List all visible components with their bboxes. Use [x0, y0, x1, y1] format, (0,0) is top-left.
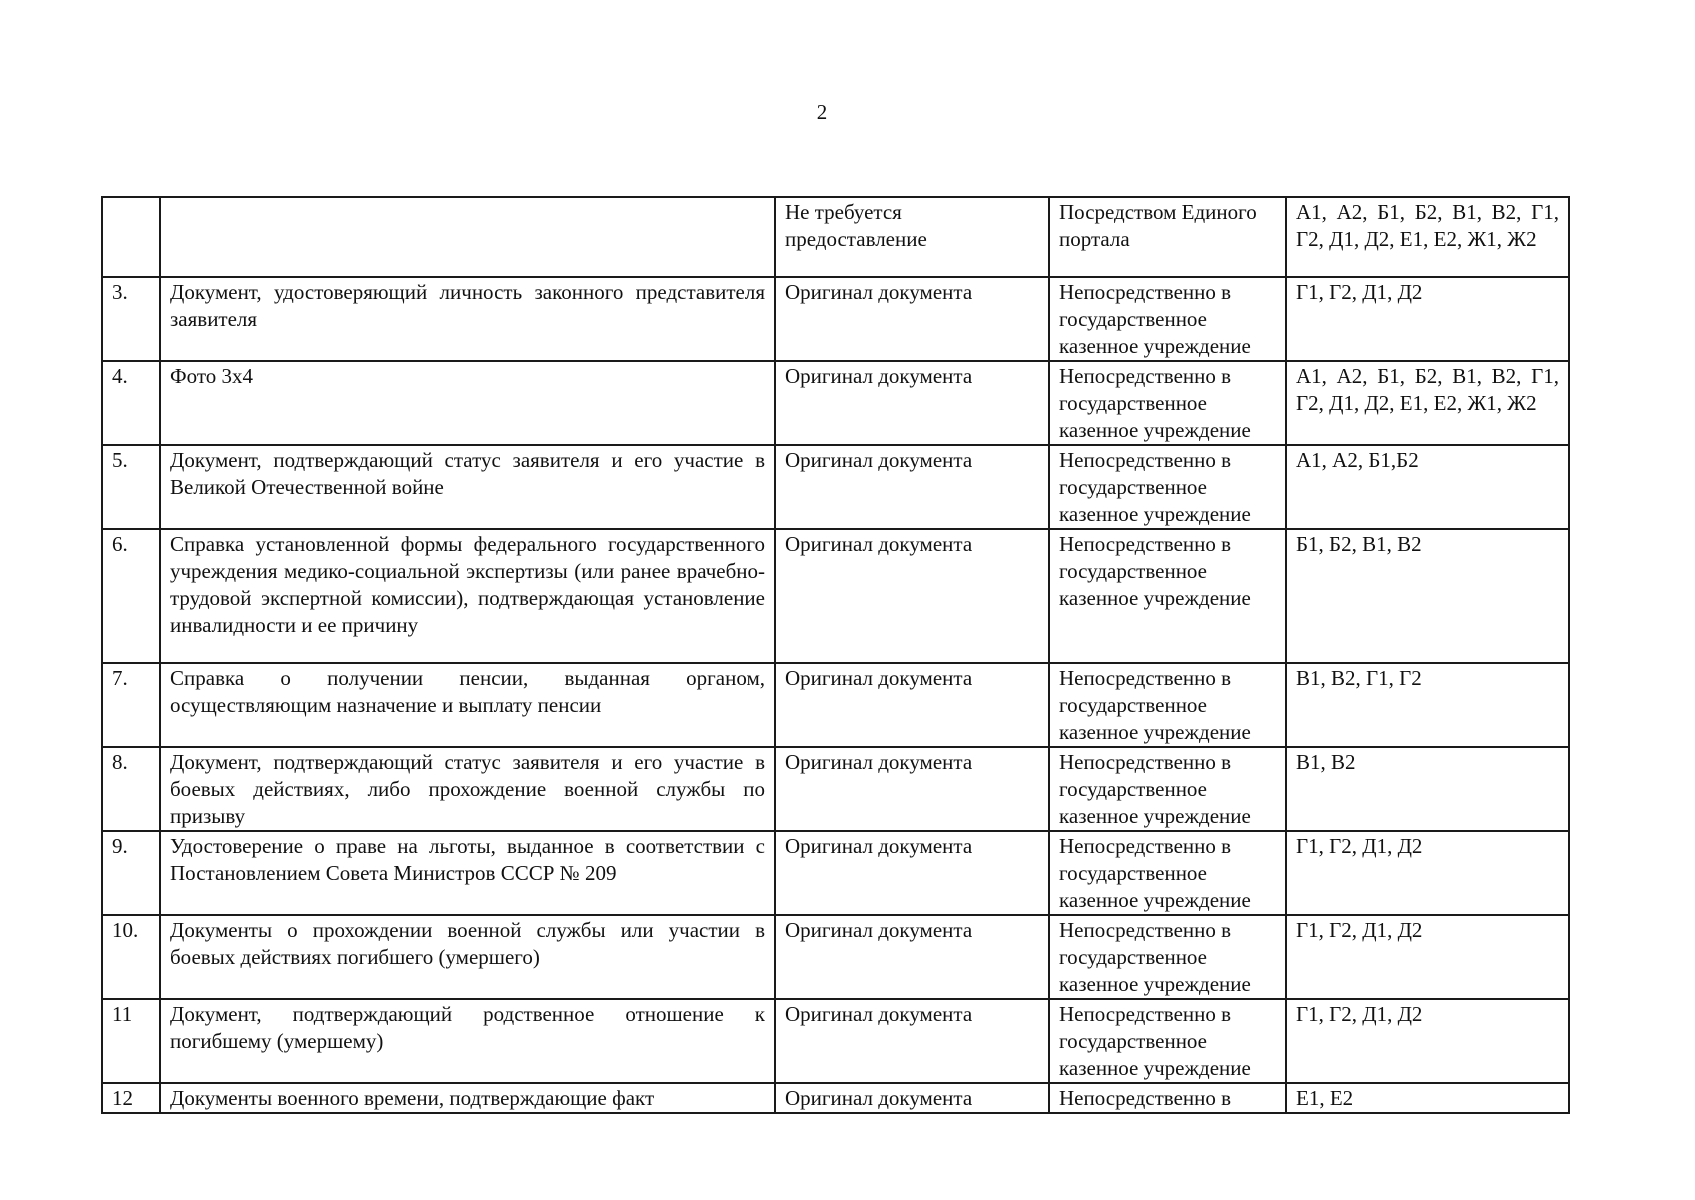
table-row [102, 915, 1569, 999]
row-number: 6. [102, 529, 160, 663]
document-form: Оригинал документа [775, 445, 1049, 529]
applicant-categories: Г1, Г2, Д1, Д2 [1286, 277, 1569, 361]
document-form: Не требуется предоставление [775, 197, 1049, 277]
applicant-categories: В1, В2 [1286, 747, 1569, 831]
applicant-categories: А1, А2, Б1,Б2 [1286, 445, 1569, 529]
document-form: Оригинал документа [775, 1083, 1049, 1113]
table-row [102, 747, 1569, 831]
submission-method: Непосредственно в государственное казенное учреждение [1049, 277, 1286, 361]
document-form: Оригинал документа [775, 747, 1049, 831]
row-number: 10. [102, 915, 160, 999]
document-form: Оригинал документа [775, 361, 1049, 445]
submission-method: Непосредственно в государственное казенное учреждение [1049, 445, 1286, 529]
document-form: Оригинал документа [775, 999, 1049, 1083]
document-name: Документ, подтверждающий родственное отношение к погибшему (умершему) [160, 999, 775, 1083]
table-row [102, 277, 1569, 361]
document-form: Оригинал документа [775, 277, 1049, 361]
submission-method: Непосредственно в государственное казенное учреждение [1049, 747, 1286, 831]
applicant-categories: Е1, Е2 [1286, 1083, 1569, 1113]
applicant-categories: Г1, Г2, Д1, Д2 [1286, 915, 1569, 999]
documents-table [101, 196, 1570, 1114]
document-name: Фото 3х4 [160, 361, 775, 445]
document-name: Справка о получении пенсии, выданная органом, осуществляющим назначение и выплату пенсии [160, 663, 775, 747]
row-number: 9. [102, 831, 160, 915]
document-form: Оригинал документа [775, 915, 1049, 999]
applicant-categories: Г1, Г2, Д1, Д2 [1286, 831, 1569, 915]
row-number: 7. [102, 663, 160, 747]
row-number: 8. [102, 747, 160, 831]
document-name: Справка установленной формы федерального государственного учреждения медико-социальной экспертизы (или ранее врачебно-трудовой экспертной комиссии), подтверждающая установление инвалидности и ее причину [160, 529, 775, 663]
table-row [102, 529, 1569, 663]
submission-method: Непосредственно в государственное казенное учреждение [1049, 663, 1286, 747]
table-row [102, 445, 1569, 529]
document-name: Документы о прохождении военной службы или участии в боевых действиях погибшего (умершего) [160, 915, 775, 999]
applicant-categories: А1, А2, Б1, Б2, В1, В2, Г1, Г2, Д1, Д2, Е1, Е2, Ж1, Ж2 [1286, 361, 1569, 445]
row-number: 4. [102, 361, 160, 445]
row-number [102, 197, 160, 277]
row-number: 3. [102, 277, 160, 361]
document-form: Оригинал документа [775, 529, 1049, 663]
applicant-categories: В1, В2, Г1, Г2 [1286, 663, 1569, 747]
document-name: Документ, удостоверяющий личность законного представителя заявителя [160, 277, 775, 361]
table-row [102, 197, 1569, 277]
submission-method: Непосредственно в государственное казенное учреждение [1049, 999, 1286, 1083]
document-form: Оригинал документа [775, 663, 1049, 747]
submission-method: Непосредственно в государственное казенное учреждение [1049, 831, 1286, 915]
document-name [160, 197, 775, 277]
table-row [102, 831, 1569, 915]
submission-method: Непосредственно в государственное казенное учреждение [1049, 915, 1286, 999]
document-name: Удостоверение о праве на льготы, выданное в соответствии с Постановлением Совета Министров СССР № 209 [160, 831, 775, 915]
document-name: Документ, подтверждающий статус заявителя и его участие в Великой Отечественной войне [160, 445, 775, 529]
row-number: 11 [102, 999, 160, 1083]
applicant-categories: А1, А2, Б1, Б2, В1, В2, Г1, Г2, Д1, Д2, Е1, Е2, Ж1, Ж2 [1286, 197, 1569, 277]
table-row [102, 361, 1569, 445]
applicant-categories: Г1, Г2, Д1, Д2 [1286, 999, 1569, 1083]
document-name: Документы военного времени, подтверждающие факт [160, 1083, 775, 1113]
page-number: 2 [816, 100, 828, 124]
table-row [102, 1083, 1569, 1113]
submission-method: Посредством Единого портала [1049, 197, 1286, 277]
submission-method: Непосредственно в государственное казенное учреждение [1049, 361, 1286, 445]
row-number: 5. [102, 445, 160, 529]
submission-method: Непосредственно в [1049, 1083, 1286, 1113]
row-number: 12 [102, 1083, 160, 1113]
applicant-categories: Б1, Б2, В1, В2 [1286, 529, 1569, 663]
table-row [102, 663, 1569, 747]
table-row [102, 999, 1569, 1083]
submission-method: Непосредственно в государственное казенное учреждение [1049, 529, 1286, 663]
document-name: Документ, подтверждающий статус заявителя и его участие в боевых действиях, либо прохождение военной службы по призыву [160, 747, 775, 831]
document-form: Оригинал документа [775, 831, 1049, 915]
